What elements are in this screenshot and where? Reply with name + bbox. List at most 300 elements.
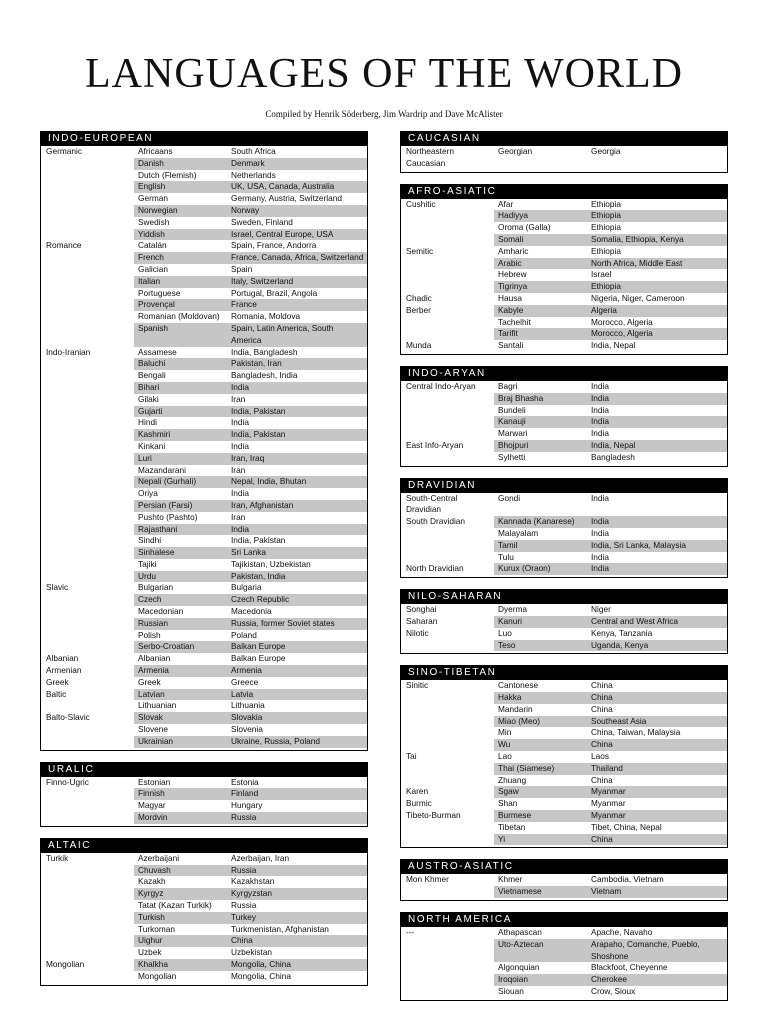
table-row [41,299,367,311]
branch-cell [41,394,134,406]
region-cell: Estonia [231,776,259,787]
region-cell: Ethiopia [587,210,727,222]
language-cell: Kazakh [138,876,166,887]
language-cell: Turkoman [138,923,176,934]
table-row [401,416,727,428]
region-cell: India [591,527,609,538]
branch-cell [41,453,134,465]
region-cell: Tibet, China, Nepal [591,821,662,832]
table-row [41,476,367,488]
region-cell: France [227,299,367,311]
region-cell: Iran [231,393,246,404]
region-cell: Poland [231,629,257,640]
region-cell: India [231,417,249,428]
table-row [41,535,367,547]
region-cell: China [587,739,727,751]
language-cell: Estonian [138,776,171,787]
region-cell: Azerbaijan, Iran [231,852,290,863]
branch-cell: Turkik [46,852,69,863]
branch-cell [41,618,134,630]
language-cell: Slovene [138,724,168,735]
language-cell: Czech [134,594,227,606]
table-row [401,317,727,329]
language-cell: Shan [498,798,518,809]
table-row [401,440,727,452]
family-header: AUSTRO-ASIATIC [401,860,727,874]
branch-cell [401,886,494,898]
branch-cell: Slavic [46,582,69,593]
region-cell: Cherokee [587,974,727,986]
language-cell: Gujarti [134,406,227,418]
language-cell: Malayalam [498,527,539,538]
region-cell: Kazakhstan [231,876,275,887]
region-cell: Spain, France, Andorra [231,240,317,251]
branch-cell: Burmic [406,798,432,809]
branch-cell: Berber [406,304,431,315]
language-cell: Uto-Aztecan [494,939,587,963]
branch-cell [401,416,494,428]
language-cell: Sindhi [138,535,162,546]
language-cell: Slovak [134,712,227,724]
branch-cell [41,276,134,288]
branch-cell [41,358,134,370]
region-cell: Italy, Switzerland [227,276,367,288]
region-cell: India, Bangladesh [231,346,298,357]
language-cell: Magyar [138,800,166,811]
table-row [401,146,727,170]
table-row [401,540,727,552]
table-row [41,170,367,182]
language-cell: Mongolian [138,970,177,981]
table-row [41,288,367,300]
family-table [401,927,727,1000]
region-cell: India [231,488,249,499]
branch-cell [41,924,134,936]
region-cell: Russia [227,812,367,824]
language-cell: Tamil [494,540,587,552]
region-cell: Slovenia [231,724,263,735]
language-cell: Albanian [138,653,171,664]
language-cell: Turkish [134,912,227,924]
table-row [41,800,367,812]
family-header: CAUCASIAN [401,132,727,146]
branch-cell: Songhai [406,604,437,615]
branch-cell [41,641,134,653]
region-cell: Morocco, Algeria [587,328,727,340]
language-cell: Braj Bhasha [494,393,587,405]
branch-cell [401,393,494,405]
family-table [41,146,367,750]
region-cell: North Africa, Middle East [587,258,727,270]
region-cell: India [587,393,727,405]
table-row [41,559,367,571]
table-row [401,246,727,258]
language-cell: Africaans [138,146,173,156]
branch-cell: Romance [46,240,82,251]
branch-cell [41,441,134,453]
branch-cell [401,210,494,222]
region-cell: Ethiopia [591,222,621,233]
family-section [400,665,728,848]
region-cell: Balkan Europe [227,641,367,653]
language-cell: Bundeli [498,404,526,415]
branch-cell [401,962,494,974]
language-cell: Kanuri [494,616,587,628]
language-cell: Sylhetti [498,451,526,462]
branch-cell: Balto-Slavic [46,712,90,723]
region-cell: Nepal, India, Bhutan [227,476,367,488]
region-cell: Pakistan, India [227,571,367,583]
family-table [401,493,727,578]
region-cell: Thailand [587,763,727,775]
family-section [400,366,728,467]
branch-cell [41,947,134,959]
region-cell: India, Sri Lanka, Malaysia [587,540,727,552]
table-row [41,217,367,229]
region-cell: Czech Republic [227,594,367,606]
region-cell: Iran [231,464,246,475]
branch-cell: Semitic [406,245,434,256]
region-cell: Southeast Asia [587,716,727,728]
language-cell: Somali [494,234,587,246]
branch-cell [401,834,494,846]
language-cell: Portuguese [138,287,181,298]
table-row [401,763,727,775]
branch-cell: Karen [406,786,429,797]
table-row [41,512,367,524]
table-row [41,311,367,323]
table-row [41,689,367,701]
region-cell: Slovakia [227,712,367,724]
language-cell: Assamese [138,346,177,357]
family-header: NILO-SAHARAN [401,590,727,604]
language-cell: Provençal [134,299,227,311]
language-cell: Tatat (Kazan Turkik) [138,900,212,911]
region-cell: Lithuania [231,700,265,711]
language-cell: Ukrainian [134,736,227,748]
page-title: LANGUAGES OF THE WORLD [85,51,683,97]
region-cell: India [591,551,609,562]
language-cell: Luri [134,453,227,465]
branch-cell [41,606,134,618]
table-row [401,974,727,986]
table-row [41,912,367,924]
region-cell: China [591,703,613,714]
region-cell: India, Nepal [587,440,727,452]
language-cell: Georgian [498,146,533,156]
table-row [41,406,367,418]
branch-cell [401,822,494,834]
language-cell: Mazandarani [138,464,186,475]
branch-cell [401,258,494,270]
branch-cell [401,692,494,704]
region-cell: Russia, former Soviet states [227,618,367,630]
table-row [401,552,727,564]
language-cell: Athapascan [498,927,542,938]
language-cell: Khmer [498,874,523,885]
language-cell: Chuvash [134,865,227,877]
language-cell: Afar [498,198,514,209]
table-row [41,677,367,689]
table-row [401,405,727,417]
family-table [401,874,727,900]
branch-cell: South-Central Dravidian [406,492,458,515]
branch-cell [41,465,134,477]
branch-cell [41,299,134,311]
branch-cell [401,234,494,246]
family-header: URALIC [41,763,367,777]
table-row [41,524,367,536]
language-cell: Italian [134,276,227,288]
region-cell: Sri Lanka [227,547,367,559]
region-cell: Ethiopia [591,198,621,209]
region-cell: Denmark [227,158,367,170]
table-row [41,971,367,983]
branch-cell: Baltic [46,688,67,699]
language-cell: Kyrgyz [134,888,227,900]
table-row [41,947,367,959]
left-column [40,131,368,997]
region-cell: China, Taiwan, Malaysia [591,727,681,738]
language-cell: Siouan [498,986,524,997]
language-cell: Finnish [134,788,227,800]
region-cell: Israel [591,269,612,280]
family-header: INDO-EUROPEAN [41,132,367,146]
branch-cell: Albanian [46,653,79,664]
branch-cell: Cushitic [406,198,436,209]
table-row [41,229,367,241]
table-row [41,264,367,276]
region-cell: Turkey [227,912,367,924]
region-cell: Armenia [227,665,367,677]
language-cell: Gondi [498,492,521,503]
language-cell: Yiddish [134,229,227,241]
table-row [41,853,367,865]
table-row [41,582,367,594]
branch-cell: Tibeto-Burman [406,810,461,821]
region-cell: Bulgaria [231,582,262,593]
table-row [401,628,727,640]
region-cell: China [591,774,613,785]
table-row [41,924,367,936]
table-row [401,269,727,281]
region-cell: Vietnam [587,886,727,898]
branch-cell [401,974,494,986]
language-cell: Bagri [498,380,518,391]
branch-cell [41,229,134,241]
branch-cell [41,547,134,559]
branch-cell [41,264,134,276]
branch-cell [41,158,134,170]
family-table [401,146,727,172]
language-cell: Oriya [138,488,158,499]
region-cell: China [587,834,727,846]
language-cell: Amharic [498,245,529,256]
region-cell: India, Nepal [591,340,636,351]
region-cell: Sweden, Finland [231,216,293,227]
language-cell: Serbo-Croatian [134,641,227,653]
region-cell: Niger [591,604,611,615]
table-row [401,874,727,886]
branch-cell: Saharan [406,615,438,626]
branch-cell [401,727,494,739]
region-cell: Finland [227,788,367,800]
table-row [41,712,367,724]
branch-cell [41,912,134,924]
table-row [401,775,727,787]
language-cell: Wu [494,739,587,751]
branch-cell: Greek [46,676,69,687]
language-cell: Kabyle [494,305,587,317]
branch-cell [401,281,494,293]
branch-cell [401,452,494,464]
branch-cell [41,205,134,217]
region-cell: Blackfoot, Cheyenne [591,962,668,973]
region-cell: India [587,516,727,528]
branch-cell [41,488,134,500]
branch-cell [401,269,494,281]
table-row [401,822,727,834]
language-cell: Arabic [494,258,587,270]
table-row [401,834,727,846]
table-row [401,563,727,575]
family-section [400,859,728,901]
region-cell: India [591,428,609,439]
region-cell: Algeria [587,305,727,317]
language-cell: Thai (Siamese) [494,763,587,775]
language-cell: Yi [494,834,587,846]
table-row [41,700,367,712]
table-row [401,692,727,704]
family-table [41,853,367,985]
branch-cell: South Dravidian [406,516,466,527]
branch-cell [41,217,134,229]
region-cell: Iran [231,511,246,522]
language-cell: Santali [498,340,524,351]
region-cell: Myanmar [591,798,626,809]
language-cell: Teso [494,640,587,652]
table-row [401,293,727,305]
table-row [401,281,727,293]
table-row [41,465,367,477]
region-cell: India [227,524,367,536]
language-cell: Mandarin [498,703,533,714]
region-cell: Romania, Moldova [231,311,301,322]
branch-cell: Germanic [46,146,82,156]
family-table [401,680,727,847]
region-cell: India [231,440,249,451]
table-row [401,798,727,810]
branch-cell [41,971,134,983]
branch-cell [401,528,494,540]
branch-cell [401,986,494,998]
language-cell: Lithuanian [138,700,177,711]
region-cell: Myanmar [587,786,727,798]
region-cell: Iran, Iraq [227,453,367,465]
table-row [401,786,727,798]
language-cell: Greek [138,676,161,687]
branch-cell [401,763,494,775]
branch-cell [41,193,134,205]
family-header: ALTAIC [41,839,367,853]
language-cell: Tajiki [138,558,157,569]
language-cell: Uzbek [138,947,162,958]
language-cell: Pushto (Pashto) [138,511,198,522]
branch-cell [401,552,494,564]
region-cell: Bangladesh [591,451,635,462]
language-cell: Hindi [138,417,157,428]
region-cell: Ukraine, Russia, Poland [227,736,367,748]
region-cell: Myanmar [587,810,727,822]
branch-cell [41,252,134,264]
region-cell: Crow, Sioux [591,986,636,997]
language-cell: Miao (Meo) [494,716,587,728]
table-row [41,788,367,800]
table-row [41,323,367,347]
table-row [41,630,367,642]
branch-cell [41,888,134,900]
table-row [401,886,727,898]
language-cell: Oroma (Galla) [498,222,551,233]
language-cell: Spanish [134,323,227,347]
region-cell: Netherlands [231,169,276,180]
table-row [401,739,727,751]
branch-cell [401,716,494,728]
table-row [41,240,367,252]
language-cell: Swedish [138,216,170,227]
branch-cell [41,865,134,877]
language-cell: Urdu [134,571,227,583]
branch-cell: Sinitic [406,680,429,691]
region-cell: Kyrgyzstan [227,888,367,900]
region-cell: South Africa [231,146,276,156]
region-cell: Balkan Europe [231,653,286,664]
language-cell: Mordvin [134,812,227,824]
branch-cell [41,630,134,642]
language-cell: Catalán [138,240,167,251]
branch-cell [41,476,134,488]
table-row [41,865,367,877]
table-row [41,935,367,947]
table-row [41,653,367,665]
language-cell: Bulgarian [138,582,174,593]
branch-cell: Mon Khmer [406,874,449,885]
table-row [41,959,367,971]
region-cell: Latvia [227,689,367,701]
family-section [40,838,368,986]
branch-cell [41,800,134,812]
table-row [41,441,367,453]
language-cell: Azerbaijani [138,852,180,863]
family-section [40,762,368,827]
language-cell: Rajasthani [134,524,227,536]
language-cell: Sgaw [494,786,587,798]
language-cell: Kashmiri [134,429,227,441]
table-row [41,417,367,429]
region-cell: India [591,492,609,503]
table-row [401,452,727,464]
language-cell: Lao [498,751,512,762]
branch-cell [401,328,494,340]
language-cell: Kurux (Oraon) [494,563,587,575]
region-cell: Portugal, Brazil, Angola [231,287,318,298]
table-row [401,258,727,270]
region-cell: Nigeria, Niger, Cameroon [591,292,685,303]
region-cell: Russia [227,865,367,877]
region-cell: Morocco, Algeria [591,316,653,327]
branch-cell [401,405,494,417]
language-cell: Zhuang [498,774,527,785]
